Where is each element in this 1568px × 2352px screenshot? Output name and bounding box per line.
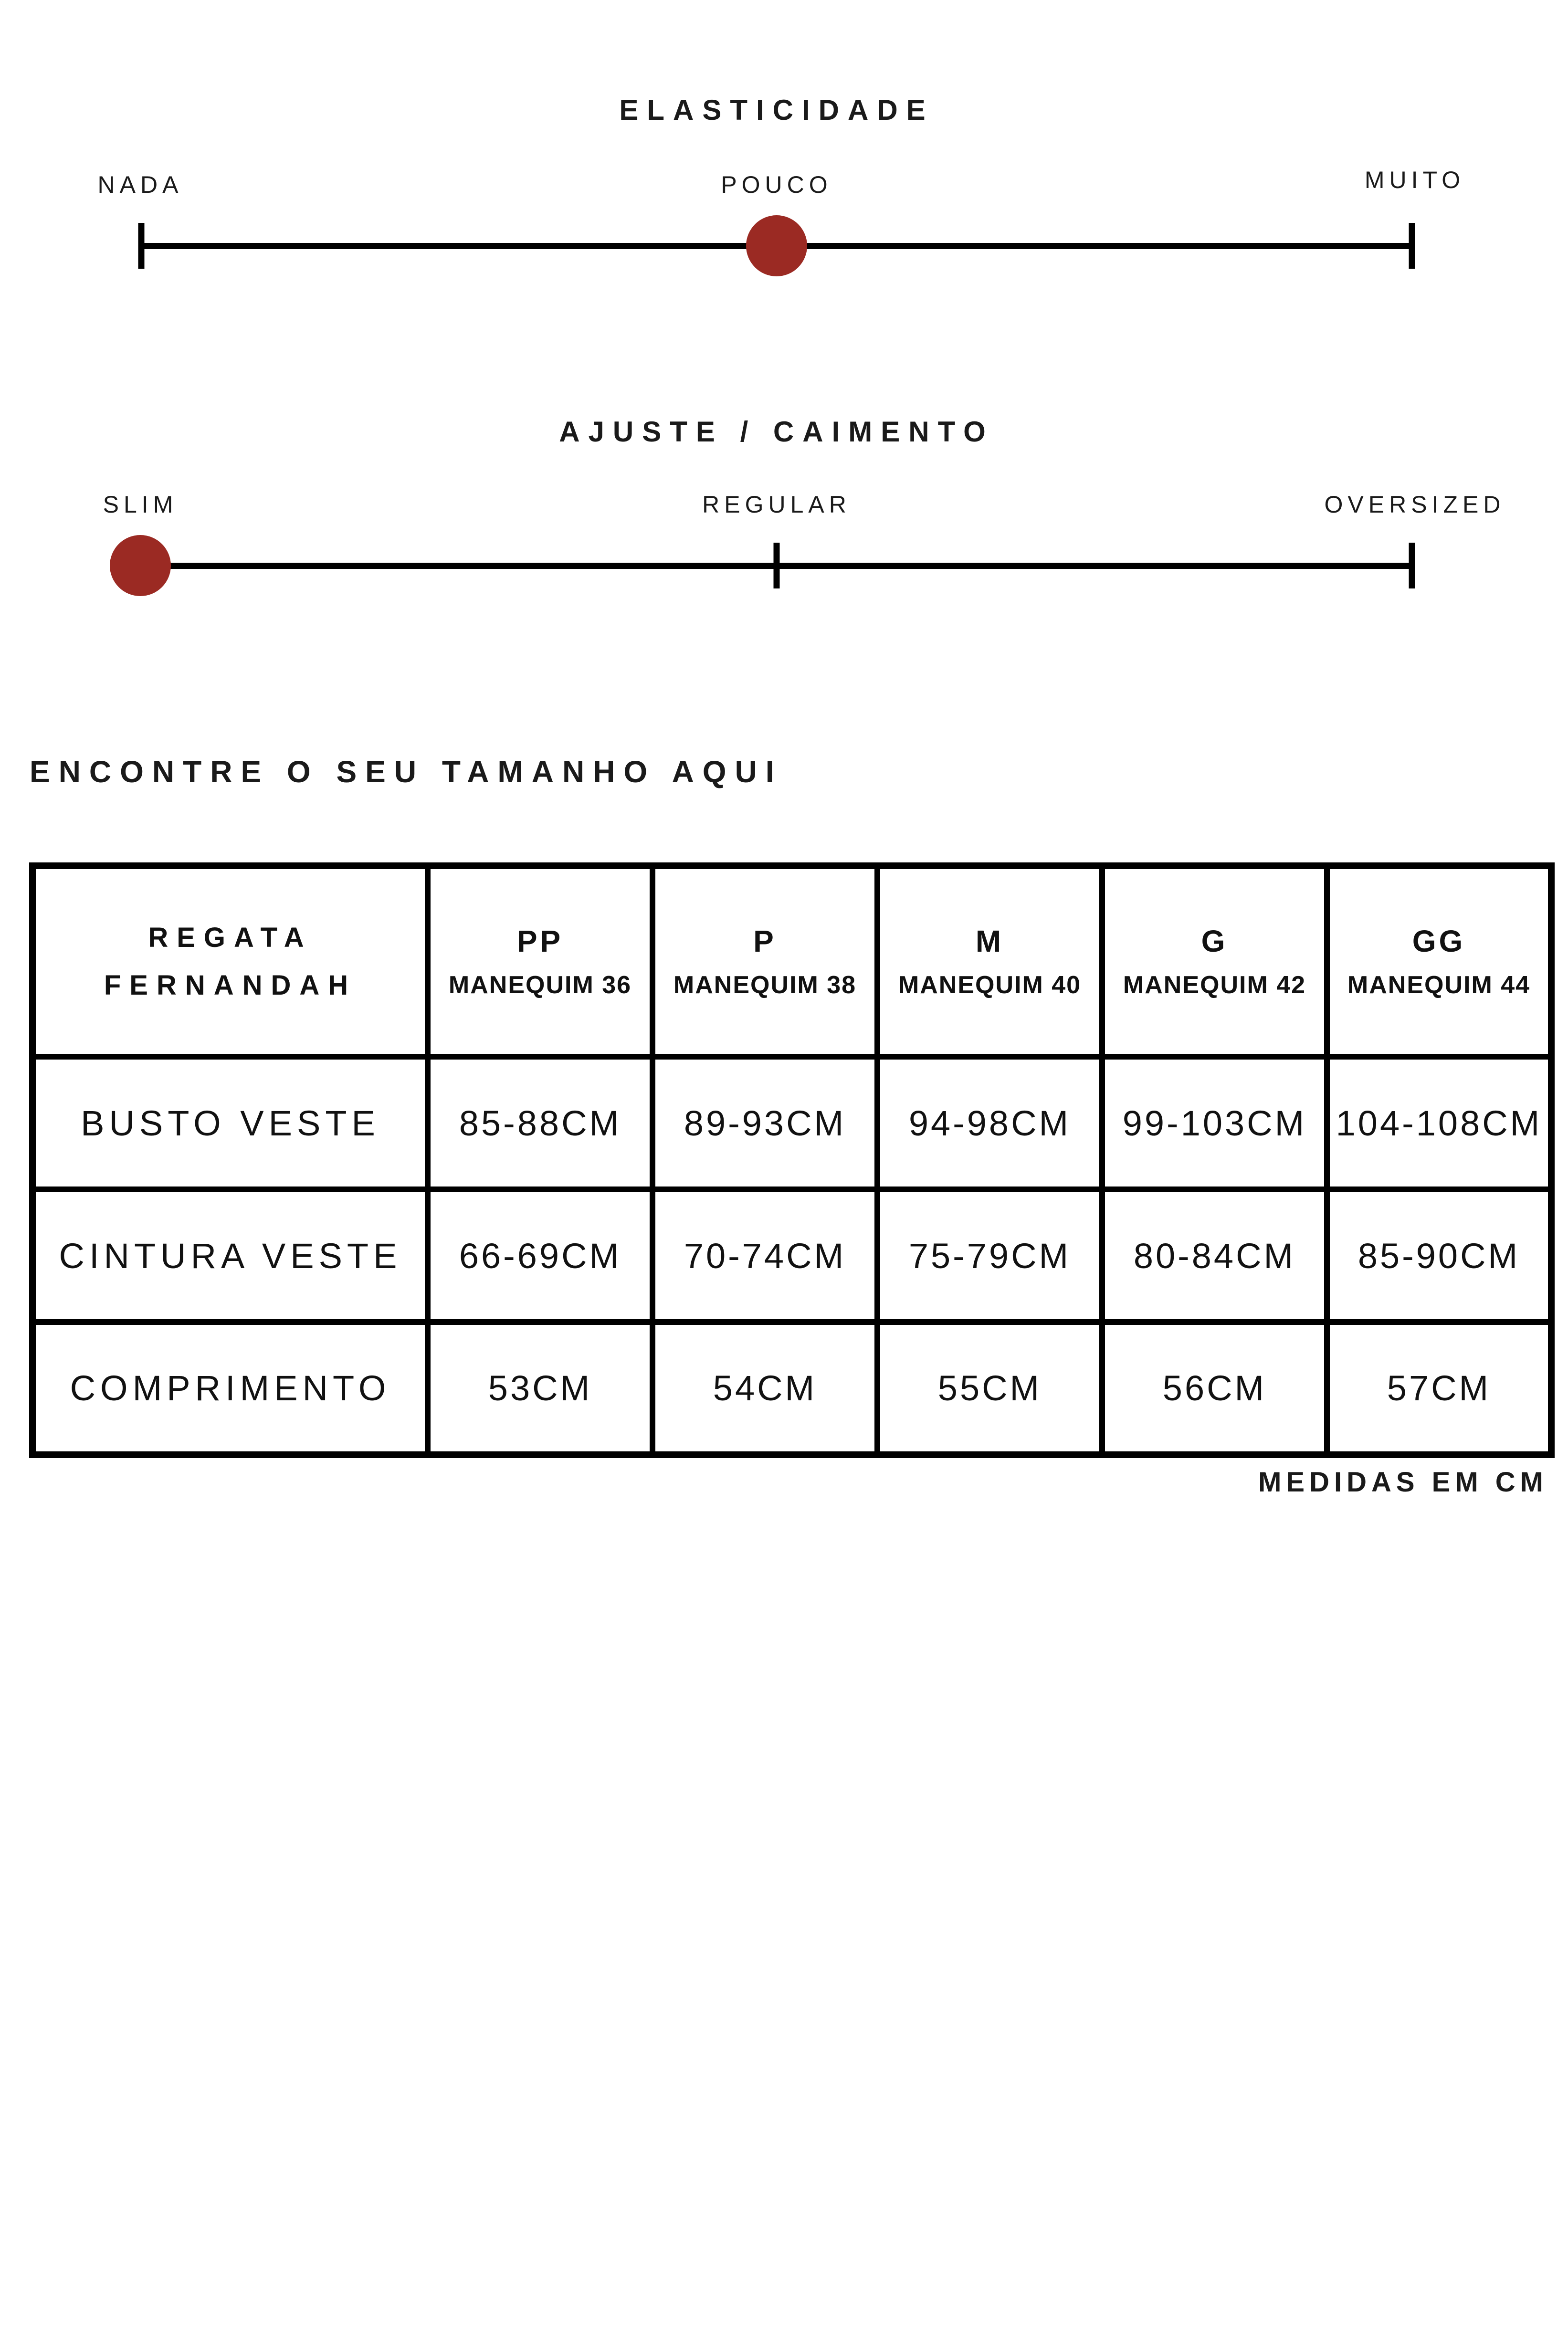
elasticity-marker-dot [746, 215, 807, 276]
cintura-pp: 66-69CM [428, 1189, 652, 1322]
size-code-m: M [975, 924, 1004, 958]
mannequin-40: MANEQUIM 40 [898, 971, 1082, 999]
fit-marker-dot [110, 535, 171, 596]
comprimento-p: 54CM [652, 1322, 877, 1455]
measurements-unit-note: MEDIDAS EM CM [1258, 1467, 1548, 1498]
elasticity-label-pouco: POUCO [721, 171, 832, 198]
size-code-pp: PP [516, 924, 564, 958]
fit-label-slim: SLIM [103, 491, 178, 518]
row-label-busto: BUSTO VESTE [32, 1057, 428, 1189]
comprimento-g: 56CM [1102, 1322, 1327, 1455]
product-name-line2: FERNANDAH [104, 969, 357, 1001]
mannequin-38: MANEQUIM 38 [673, 971, 857, 999]
elasticity-title: ELASTICIDADE [619, 94, 934, 126]
busto-pp: 85-88CM [428, 1057, 652, 1189]
cintura-gg: 85-90CM [1327, 1189, 1551, 1322]
fit-title: AJUSTE / CAIMENTO [559, 416, 994, 448]
fit-label-regular: REGULAR [702, 491, 851, 518]
elasticity-tick-end [1409, 223, 1415, 269]
table-header-row [32, 866, 1551, 1057]
comprimento-gg: 57CM [1327, 1322, 1551, 1455]
fit-tick-end [1409, 543, 1415, 588]
comprimento-pp: 53CM [428, 1322, 652, 1455]
cintura-p: 70-74CM [652, 1189, 877, 1322]
size-header-gg [1327, 866, 1551, 1057]
busto-g: 99-103CM [1102, 1057, 1327, 1189]
elasticity-tick-start [138, 223, 145, 269]
table-row-comprimento [32, 1322, 1551, 1455]
comprimento-m: 55CM [877, 1322, 1102, 1455]
size-chart-table [29, 862, 1555, 1458]
size-code-g: G [1201, 924, 1228, 958]
size-header-p [652, 866, 877, 1057]
table-row-busto [32, 1057, 1551, 1189]
busto-p: 89-93CM [652, 1057, 877, 1189]
busto-m: 94-98CM [877, 1057, 1102, 1189]
mannequin-36: MANEQUIM 36 [448, 971, 632, 999]
elasticity-label-nada: NADA [97, 171, 183, 198]
row-label-cintura: CINTURA VESTE [32, 1189, 428, 1322]
product-name-line1: REGATA [148, 922, 313, 953]
row-label-comprimento: COMPRIMENTO [32, 1322, 428, 1455]
size-header-pp [428, 866, 652, 1057]
fit-label-oversized: OVERSIZED [1324, 491, 1505, 518]
size-header-g [1102, 866, 1327, 1057]
table-row-cintura [32, 1189, 1551, 1322]
find-your-size-heading: ENCONTRE O SEU TAMANHO AQUI [30, 755, 783, 789]
product-name-cell [32, 866, 428, 1057]
size-code-gg: GG [1412, 924, 1466, 958]
mannequin-44: MANEQUIM 44 [1347, 971, 1531, 999]
cintura-m: 75-79CM [877, 1189, 1102, 1322]
size-header-m [877, 866, 1102, 1057]
fit-tick-middle [774, 543, 780, 588]
elasticity-label-muito: MUITO [1364, 167, 1465, 193]
size-code-p: P [753, 924, 777, 958]
busto-gg: 104-108CM [1327, 1057, 1551, 1189]
cintura-g: 80-84CM [1102, 1189, 1327, 1322]
mannequin-42: MANEQUIM 42 [1123, 971, 1306, 999]
